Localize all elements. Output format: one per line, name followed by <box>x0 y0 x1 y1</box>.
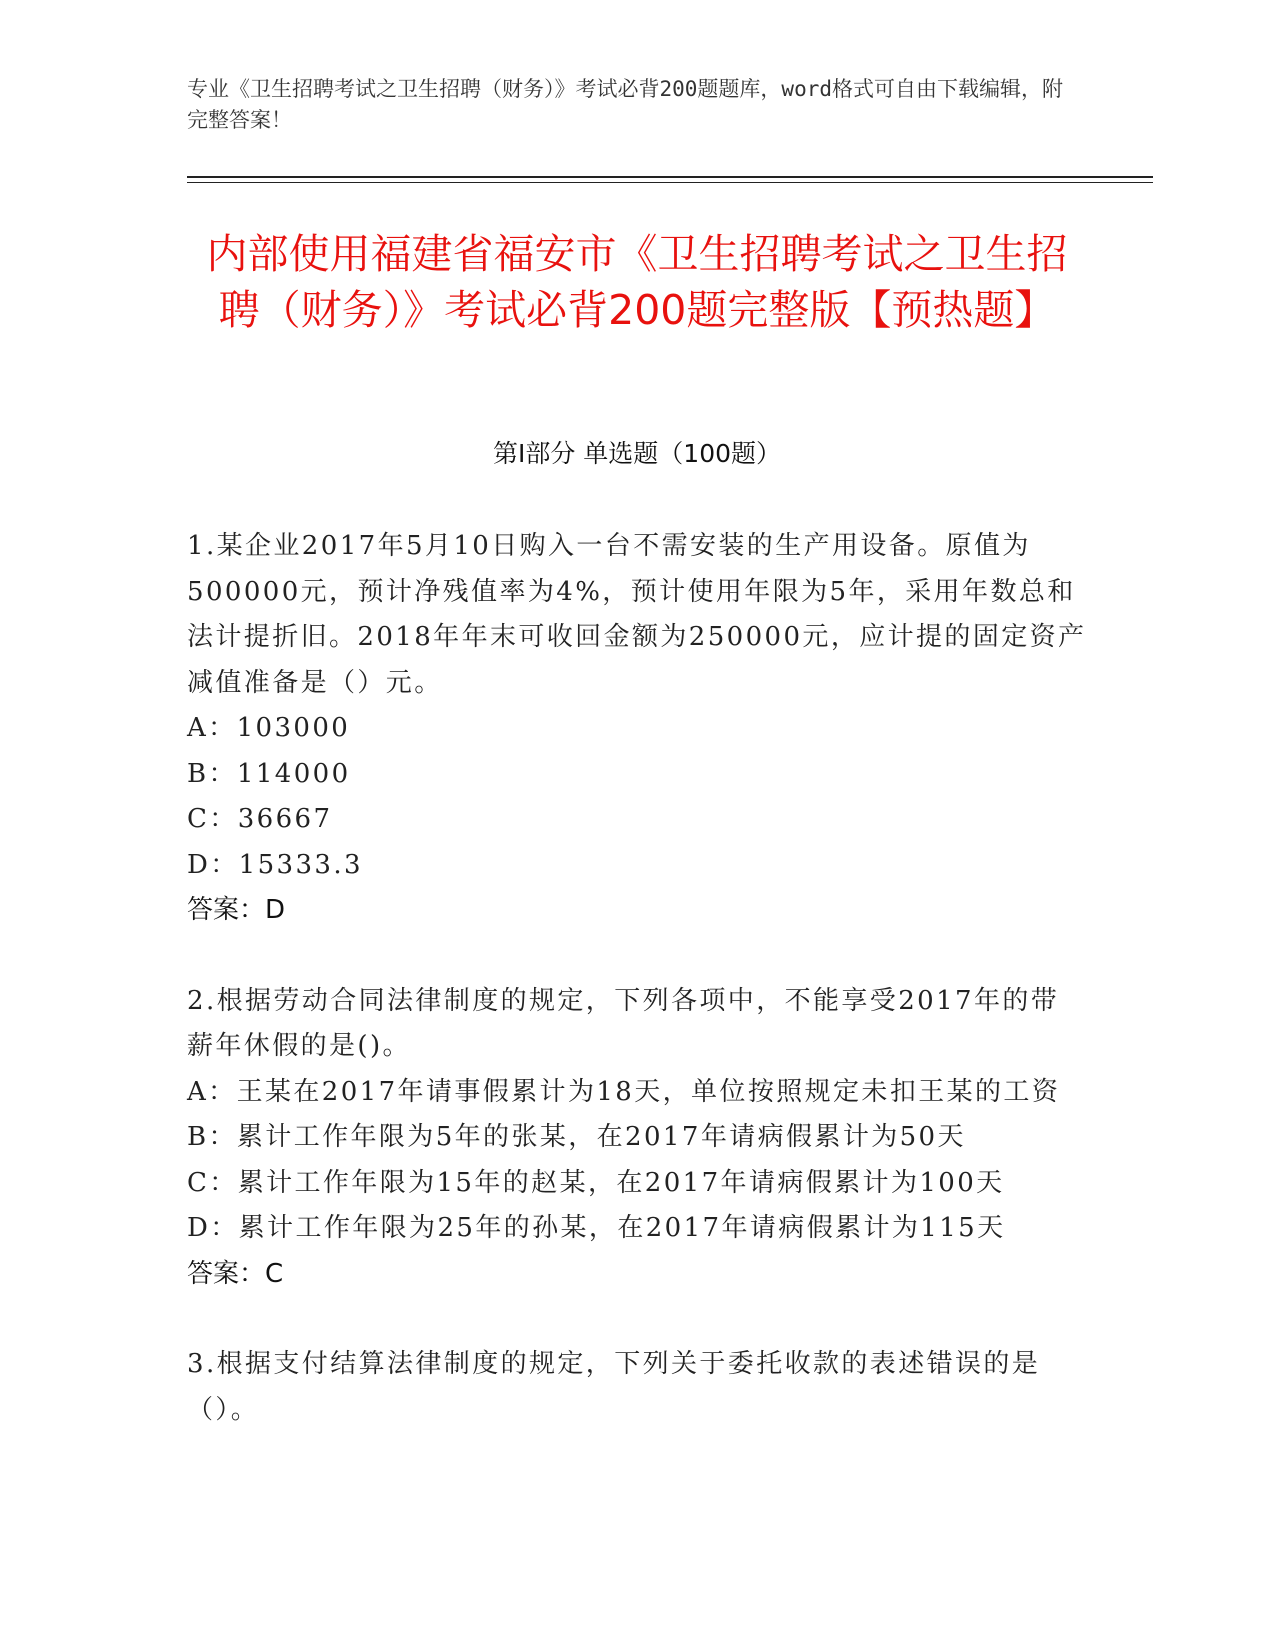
header-rule-thin <box>187 182 1153 183</box>
section-title: 第I部分 单选题（100题） <box>492 439 782 468</box>
option-c: C：36667 <box>187 804 333 834</box>
question-list <box>187 524 1087 1478</box>
option-d: D：15333.3 <box>187 849 363 880</box>
option-c: C：累计工作年限为15年的赵某，在2017年请病假累计为100天 <box>187 1167 1005 1198</box>
option-d: D：累计工作年限为25年的孙某，在2017年请病假累计为115天 <box>187 1213 1006 1243</box>
answer: 答案：D <box>187 895 286 925</box>
header-rule-thick <box>187 176 1153 178</box>
question-1 <box>187 524 1087 934</box>
option-a: A：103000 <box>187 713 351 743</box>
header-note: 专业《卫生招聘考试之卫生招聘（财务）》考试必背200题题库，word格式可自由下载编辑，附完整答案！ <box>187 77 1063 132</box>
question-3 <box>187 1342 1087 1433</box>
question-2 <box>187 979 1087 1298</box>
question-stem: 1.某企业2017年5月10日购入一台不需安装的生产用设备。原值为500000元，预计净残值率为4%，预计使用年限为5年，采用年数总和法计提折旧。2018年年末可收回金额为250000元，应计提的固定资产减值准备是（）元。 <box>187 531 1087 698</box>
question-stem: 3.根据支付结算法律制度的规定，下列关于委托收款的表述错误的是（）。 <box>187 1349 1041 1425</box>
answer: 答案：C <box>187 1258 284 1289</box>
document-title: 内部使用福建省福安市《卫生招聘考试之卫生招聘（财务）》考试必背200题完整版【预热题】 <box>206 230 1068 334</box>
question-stem: 2.根据劳动合同法律制度的规定，下列各项中，不能享受2017年的带薪年休假的是()。 <box>187 985 1060 1061</box>
option-b: B：累计工作年限为5年的张某，在2017年请病假累计为50天 <box>187 1122 966 1152</box>
option-a: A：王某在2017年请事假累计为18天，单位按照规定未扣王某的工资 <box>187 1076 1061 1107</box>
option-b: B：114000 <box>187 758 351 789</box>
